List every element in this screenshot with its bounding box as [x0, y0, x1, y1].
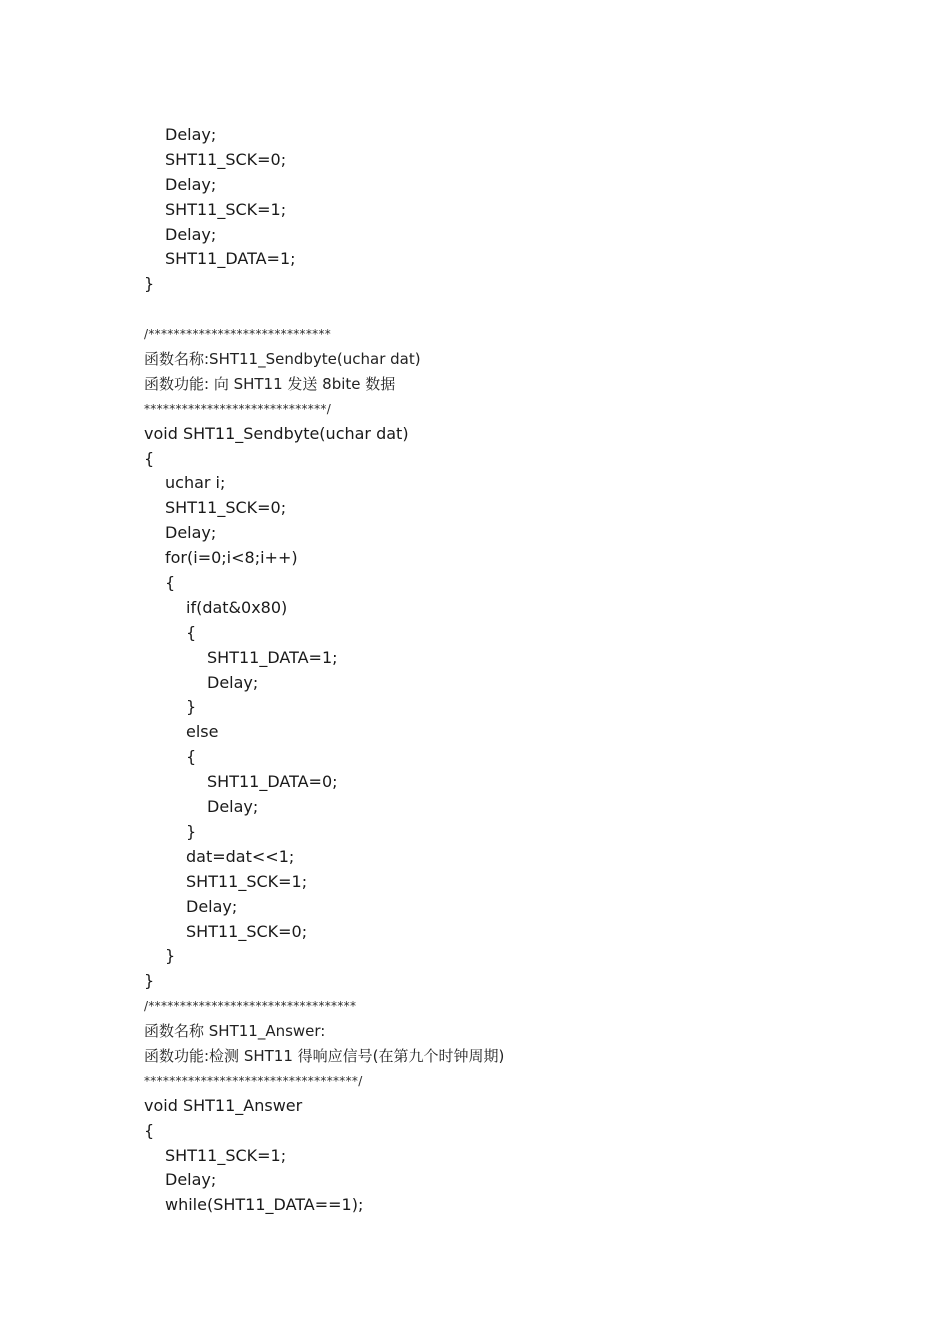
- code-line: Delay;: [207, 797, 259, 817]
- code-line: Delay;: [165, 125, 217, 144]
- code-line: SHT11_SCK=1;: [165, 199, 287, 219]
- code-line: {: [186, 747, 197, 767]
- code-line: SHT11_DATA=1;: [165, 249, 296, 269]
- code-line: Delay;: [207, 672, 259, 692]
- code-line: if(dat&0x80): [186, 597, 288, 617]
- comment-function-name: 函数名称 SHT11_Answer:: [144, 1022, 326, 1041]
- comment-border: /*********************************: [144, 999, 357, 1014]
- function-signature: void SHT11_Sendbyte(uchar dat): [144, 423, 409, 443]
- code-line: Delay;: [165, 174, 217, 194]
- code-line: SHT11_SCK=0;: [165, 498, 287, 518]
- code-line: }: [144, 971, 155, 991]
- code-line: Delay;: [186, 896, 238, 916]
- code-line: {: [186, 622, 197, 642]
- comment-function-purpose: 函数功能:检测 SHT11 得响应信号(在第九个时钟周期): [144, 1046, 505, 1065]
- code-line: SHT11_SCK=1;: [165, 1145, 287, 1165]
- code-line: }: [144, 274, 155, 294]
- code-line: {: [144, 1120, 155, 1140]
- comment-border: /*****************************: [144, 327, 332, 342]
- code-line: else: [186, 722, 219, 742]
- comment-border: **********************************/: [144, 1073, 363, 1088]
- code-listing: [144, 123, 904, 1218]
- comment-border: *****************************/: [144, 401, 332, 416]
- code-line: Delay;: [165, 1170, 217, 1190]
- blank-line: [144, 297, 904, 322]
- function-signature: void SHT11_Answer: [144, 1095, 303, 1115]
- code-line: }: [165, 946, 176, 966]
- code-line: {: [144, 448, 155, 468]
- code-line: }: [186, 697, 197, 717]
- code-line: while(SHT11_DATA==1);: [165, 1195, 364, 1215]
- comment-function-name: 函数名称:SHT11_Sendbyte(uchar dat): [144, 350, 421, 369]
- code-line: dat=dat<<1;: [186, 846, 295, 866]
- code-line: }: [186, 821, 197, 841]
- code-line: {: [165, 573, 176, 593]
- code-line: SHT11_DATA=1;: [207, 647, 338, 667]
- code-line: SHT11_SCK=0;: [186, 921, 308, 941]
- code-line: Delay;: [165, 523, 217, 543]
- code-line: for(i=0;i<8;i++): [165, 548, 298, 568]
- code-line: Delay;: [165, 224, 217, 244]
- code-line: SHT11_DATA=0;: [207, 772, 338, 792]
- code-line: SHT11_SCK=1;: [186, 871, 308, 891]
- comment-function-purpose: 函数功能: 向 SHT11 发送 8bite 数据: [144, 374, 396, 393]
- code-line: SHT11_SCK=0;: [165, 149, 287, 169]
- code-line: uchar i;: [165, 473, 226, 493]
